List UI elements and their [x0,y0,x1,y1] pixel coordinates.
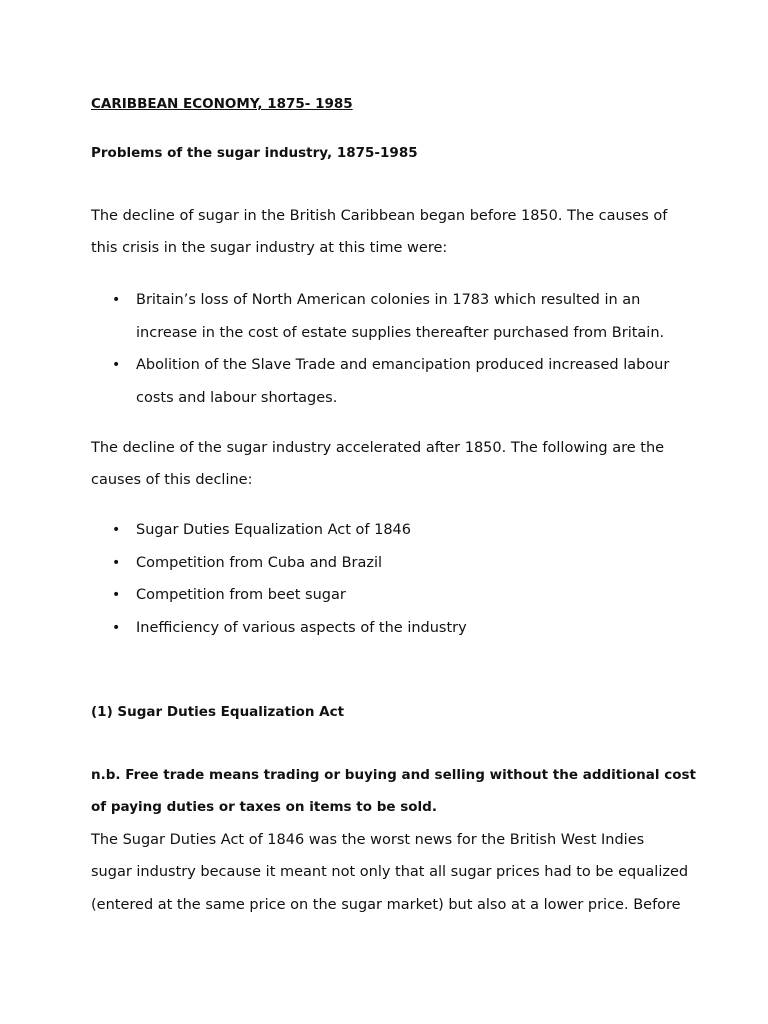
bullet-icon: • [112,587,121,603]
body-line-1: The Sugar Duties Act of 1846 was the worst news for the British West Indies [91,832,645,848]
list-item [91,547,467,580]
list-item-continuation [91,382,669,415]
decline-line-1: The decline of the sugar industry accelerated after 1850. The following are the [91,440,665,456]
list-item-text: Abolition of the Slave Trade and emancipation produced increased labour [136,357,670,373]
intro-line-1: The decline of sugar in the British Caribbean began before 1850. The causes of [91,208,668,224]
list-item-continuation [91,317,669,350]
section-1-heading: (1) Sugar Duties Equalization Act [91,704,345,720]
list-item [91,579,467,612]
list-item [91,284,669,317]
list-item-text: Britain’s loss of North American colonies in 1783 which resulted in an [136,292,641,308]
list-item [91,612,467,645]
list-item [91,514,467,547]
list-item-text: Competition from Cuba and Brazil [136,554,383,571]
early-causes-list [91,284,669,414]
list-item-text: costs and labour shortages. [136,389,338,406]
document-title: CARIBBEAN ECONOMY, 1875- 1985 [91,96,353,112]
nb-line-1: n.b. Free trade means trading or buying and selling without the additional cost [91,767,696,783]
body-line-2: sugar industry because it meant not only that all sugar prices had to be equalized [91,864,689,880]
body-line-3: (entered at the same price on the sugar market) but also at a lower price. Before [91,897,681,913]
bullet-icon: • [112,292,121,308]
section-subtitle: Problems of the sugar industry, 1875-1985 [91,145,418,161]
bullet-icon: • [112,554,121,571]
list-item-text: Inefficiency of various aspects of the industry [136,619,467,636]
list-item-text: Competition from beet sugar [136,587,346,603]
bullet-icon: • [112,357,121,373]
intro-line-2: this crisis in the sugar industry at this time were: [91,240,448,256]
nb-line-2: of paying duties or taxes on items to be sold. [91,799,437,815]
decline-line-2: causes of this decline: [91,472,253,488]
bullet-icon: • [112,522,121,538]
list-item-text: Sugar Duties Equalization Act of 1846 [136,522,412,538]
later-causes-list [91,514,467,644]
bullet-icon: • [112,619,121,636]
list-item-text: increase in the cost of estate supplies thereafter purchased from Britain. [136,324,665,341]
list-item [91,349,669,382]
